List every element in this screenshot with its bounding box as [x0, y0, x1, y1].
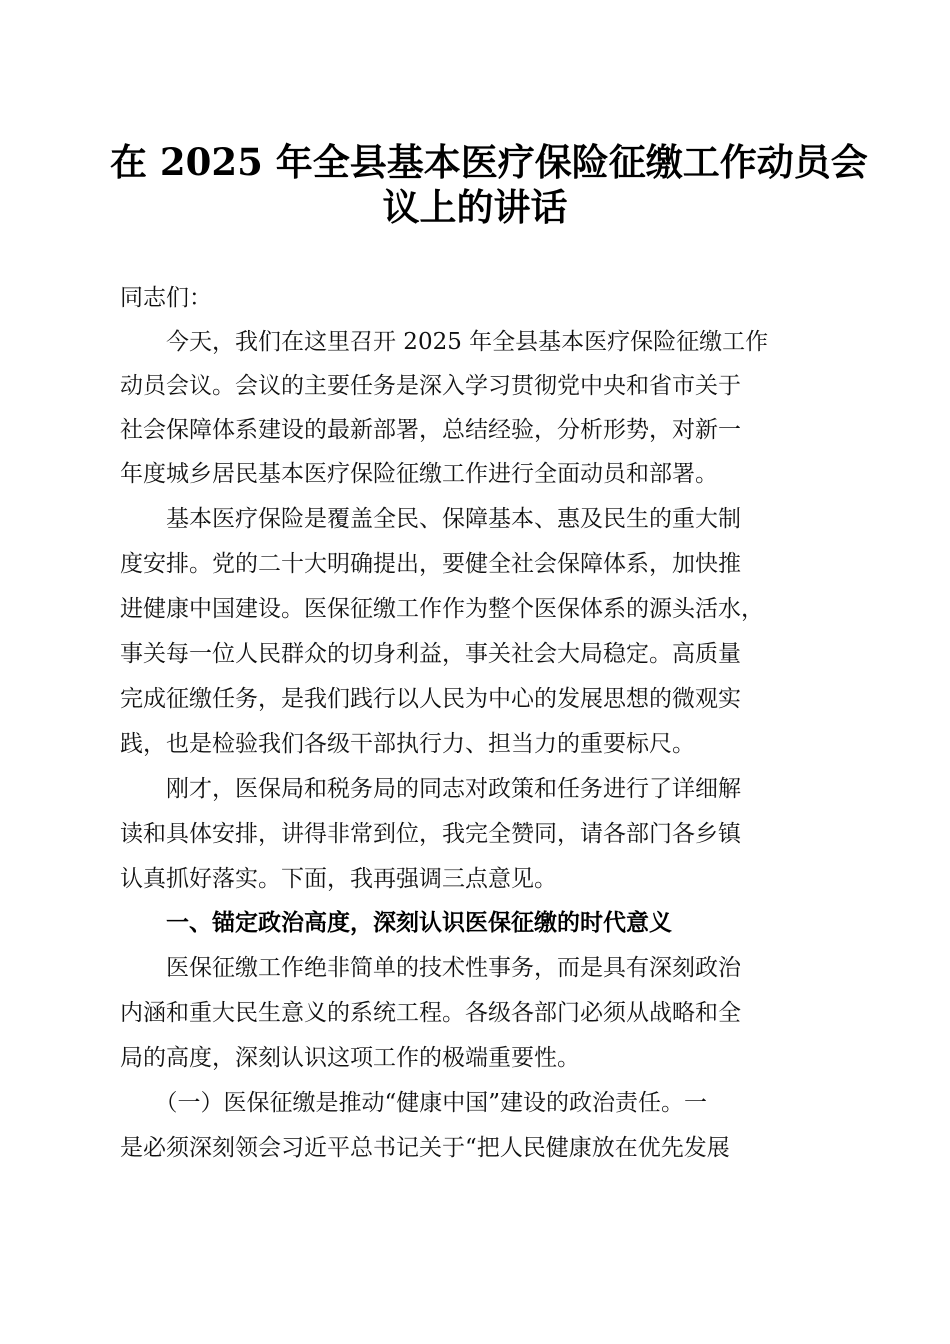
paragraph-line: 内涵和重大民生意义的系统工程。各级各部门必须从战略和全	[120, 1000, 741, 1026]
paragraph-line: 今天，我们在这里召开 2025 年全县基本医疗保险征缴工作	[120, 329, 769, 355]
paragraph-line: 度安排。党的二十大明确提出，要健全社会保障体系，加快推	[120, 551, 741, 577]
paragraph-line: 是必须深刻领会习近平总书记关于“把人民健康放在优先发展	[120, 1135, 730, 1161]
document-title-line-1: 在 2025 年全县基本医疗保险征缴工作动员会	[110, 140, 868, 184]
paragraph-line: （一）医保征缴是推动“健康中国”建设的政治责任。一	[120, 1090, 708, 1116]
section-heading: 一、锚定政治高度，深刻认识医保征缴的时代意义	[120, 910, 672, 936]
paragraph-line: 践，也是检验我们各级干部执行力、担当力的重要标尺。	[120, 731, 695, 757]
paragraph-line: 刚才，医保局和税务局的同志对政策和任务进行了详细解	[120, 776, 741, 802]
paragraph-line: 事关每一位人民群众的切身利益，事关社会大局稳定。高质量	[120, 641, 741, 667]
paragraph-line: 完成征缴任务，是我们践行以人民为中心的发展思想的微观实	[120, 686, 741, 712]
paragraph-line: 进健康中国建设。医保征缴工作作为整个医保体系的源头活水，	[120, 596, 764, 622]
paragraph-line: 社会保障体系建设的最新部署，总结经验，分析形势，对新一	[120, 417, 741, 443]
paragraph-line: 读和具体安排，讲得非常到位，我完全赞同，请各部门各乡镇	[120, 821, 741, 847]
document-title-line-2: 议上的讲话	[382, 185, 568, 229]
paragraph-line: 基本医疗保险是覆盖全民、保障基本、惠及民生的重大制	[120, 506, 741, 532]
salutation: 同志们：	[120, 285, 212, 311]
paragraph-line: 动员会议。会议的主要任务是深入学习贯彻党中央和省市关于	[120, 373, 741, 399]
paragraph-line: 认真抓好落实。下面，我再强调三点意见。	[120, 866, 557, 892]
paragraph-line: 医保征缴工作绝非简单的技术性事务，而是具有深刻政治	[120, 955, 741, 981]
paragraph-line: 局的高度，深刻认识这项工作的极端重要性。	[120, 1045, 580, 1071]
paragraph-line: 年度城乡居民基本医疗保险征缴工作进行全面动员和部署。	[120, 461, 718, 487]
